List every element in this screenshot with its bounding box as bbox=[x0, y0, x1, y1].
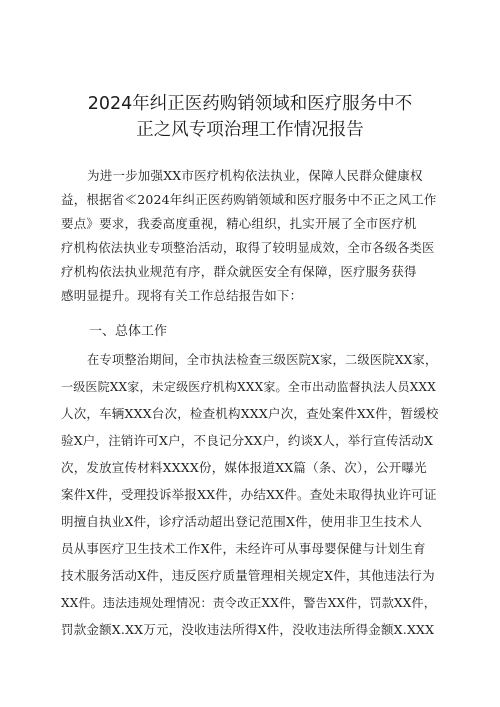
body-line: 罚款金额X.XX万元，没收违法所得X件，没收违法所得金额X.XXX bbox=[61, 622, 435, 637]
body-line: 人次，车辆XXX台次，检查机构XXX户次，查处案件XX件，暂缓校 bbox=[61, 406, 439, 421]
body-line: 次，发放宣传材料XXXX份，媒体报道XX篇（条、次），公开曝光 bbox=[61, 460, 427, 475]
body-line: XX件。违法违规处理情况：责令改正XX件，警告XX件，罚款XX件， bbox=[61, 596, 436, 610]
intro-line: 感明显提升。现将有关工作总结报告如下： bbox=[61, 288, 303, 303]
intro-line: 益，根据省≪2024年纠正医药购销领域和医疗服务中不正之风工作 bbox=[61, 192, 437, 207]
body-line: 明擅自执业X件，诊疗活动超出登记范围X件，使用非卫生技术人 bbox=[61, 514, 423, 529]
intro-line: 为进一步加强XX市医疗机构依法执业，保障人民群众健康权 bbox=[87, 168, 423, 183]
report-title-line-1: 2024年纠正医药购销领域和医疗服务中不 bbox=[87, 94, 413, 114]
section-heading: 一、总体工作 bbox=[89, 324, 168, 339]
intro-line: 疗机构依法执业规范有序，群众就医安全有保障，医疗服务获得 bbox=[61, 264, 417, 279]
intro-line: 疗机构依法执业专项整治活动，取得了较明显成效，全市各级各类医 bbox=[61, 241, 435, 255]
body-line: 员从事医疗卫生技术工作X件，未经许可从事母婴保健与计划生育 bbox=[61, 541, 426, 556]
body-line: 一级医院XX家，未定级医疗机构XXX家。全市出动监督执法人员XXX bbox=[61, 380, 436, 394]
body-line: 案件X件，受理投诉举报XX件，办结XX件。查处未取得执业许可证 bbox=[61, 487, 437, 502]
report-title-line-2: 正之风专项治理工作情况报告 bbox=[136, 120, 364, 140]
body-line: 在专项整治期间，全市执法检查三级医院X家，二级医院XX家， bbox=[87, 353, 438, 367]
body-line: 技术服务活动X件，违反医疗质量管理相关规定X件，其他违法行为 bbox=[61, 568, 435, 583]
body-line: 验X户，注销许可X户，不良记分XX户，约谈X人，举行宣传活动X bbox=[61, 433, 434, 448]
intro-line: 要点》要求，我委高度重视，精心组织，扎实开展了全市医疗机 bbox=[61, 216, 417, 231]
